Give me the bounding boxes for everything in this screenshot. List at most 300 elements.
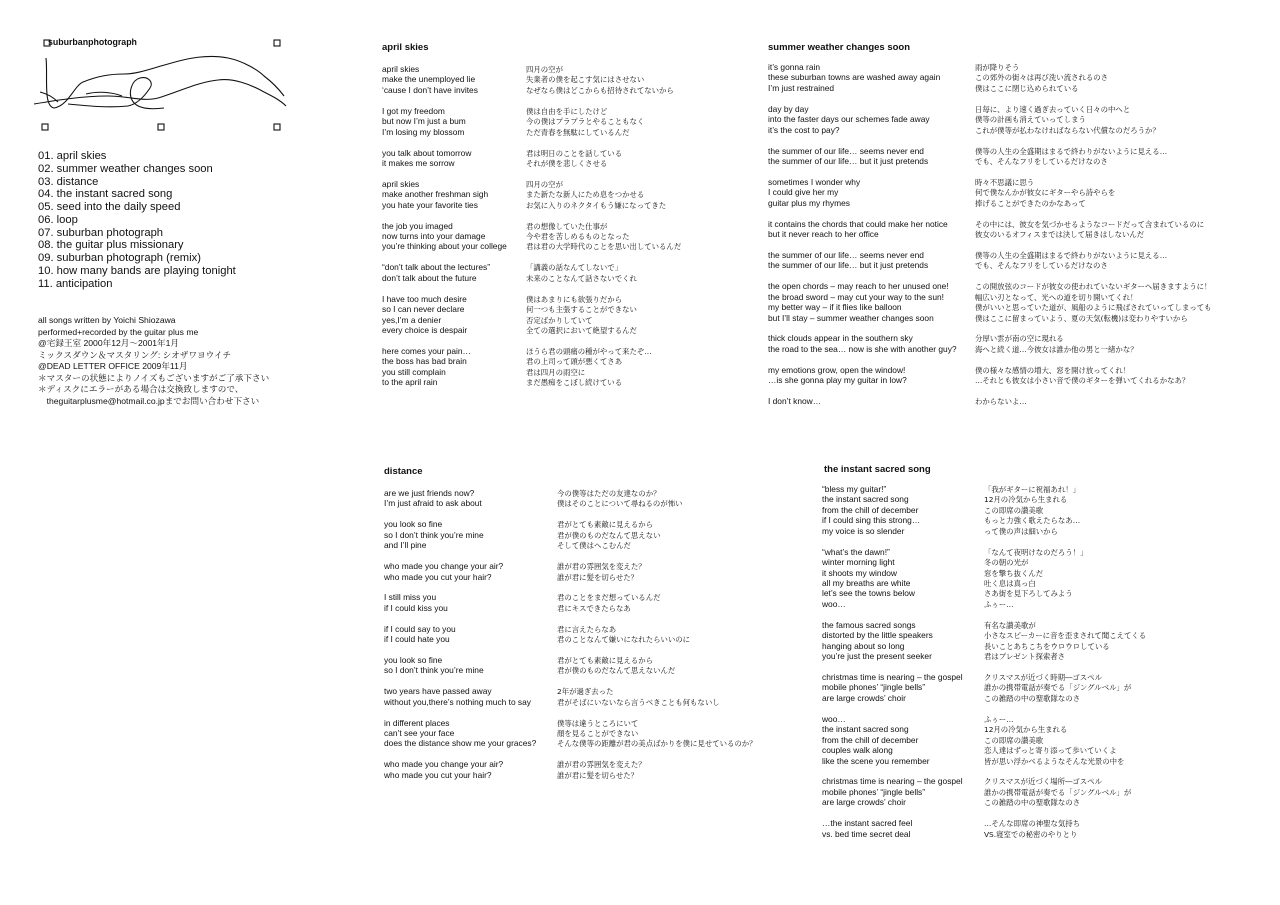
- stanza: [975, 147, 1212, 168]
- track-item: 03. distance: [38, 175, 99, 188]
- lyric-line: if I could say to you: [384, 623, 456, 634]
- lyric-line: 時々不思議に思う: [975, 177, 1035, 187]
- lyric-line: 誰が君の雰囲気を変えた？: [557, 760, 646, 770]
- lyric-line: the instant sacred song: [822, 494, 909, 505]
- lyric-line: “don’t talk about the lectures”: [382, 262, 491, 273]
- lyric-line: the summer of our life… seems never end: [768, 249, 924, 260]
- lyric-line: 12月の冷気から生まれる: [984, 725, 1068, 735]
- lyric-line: 捧げることができたのかなあって: [975, 198, 1086, 208]
- stanza: [975, 334, 1212, 355]
- lyric-line: お気に入りのネクタイもう嫌になってきた: [526, 200, 667, 210]
- lyric-line: この即席の讃美歌: [984, 735, 1044, 745]
- stanza: [557, 687, 757, 708]
- lyric-line: 全ての選択において絶望するんだ: [526, 325, 637, 335]
- lyric-line: it makes me sorrow: [382, 157, 455, 168]
- track-item: 08. the guitar plus missionary: [38, 239, 184, 252]
- stanza: [384, 655, 536, 676]
- track-list: [38, 150, 236, 290]
- credit-line: performed+recorded by the guitar plus me: [38, 326, 199, 337]
- lyric-line: また新たな新人にため息をつかせる: [526, 190, 645, 200]
- lyric-line: it contains the chords that could make her notice: [768, 218, 948, 229]
- lyric-line: can’t see your face: [384, 727, 455, 738]
- lyric-line: like the scene you remember: [822, 755, 930, 766]
- lyric-line: …is she gonna play my guitar in low?: [768, 375, 907, 386]
- lyric-line: ほうら君の頭痛の種がやって来たぞ…: [526, 346, 652, 356]
- lyric-line: 海へと続く道…今彼女は誰か他の男と一緒かな？: [975, 344, 1138, 354]
- stanza: [975, 105, 1212, 136]
- lyric-line: all my breaths are white: [822, 578, 911, 589]
- stanza: [768, 333, 957, 354]
- lyric-line: ふぅー…: [984, 599, 1014, 609]
- crop-mark: [158, 124, 164, 130]
- lyric-line: if I could kiss you: [384, 602, 448, 613]
- stanza: [557, 656, 757, 677]
- stanza: [984, 777, 1146, 808]
- lyric-line: every choice is despair: [382, 324, 468, 335]
- stanza: [557, 719, 757, 750]
- lyric-line: yes,I’m a denier: [382, 314, 442, 325]
- lyric-line: let’s see the towns below: [822, 588, 915, 599]
- lyric-line: so I don’t think you’re mine: [384, 529, 484, 540]
- lyric-line: 冬の朝の光が: [984, 558, 1029, 568]
- stanza: [557, 625, 757, 646]
- stanza: [822, 620, 963, 662]
- stanza: [557, 520, 757, 551]
- stanza: [768, 219, 957, 240]
- stanza: [822, 714, 963, 766]
- sketch-line: [46, 56, 284, 108]
- lyrics-japanese: [975, 63, 1212, 418]
- lyric-line: 皆が思い浮かべるようなそんな光景の中を: [984, 756, 1125, 766]
- lyric-line: it’s the cost to pay?: [768, 124, 840, 135]
- lyric-line: 誰かの携帯電話が奏でる「ジングルベル」が: [984, 787, 1132, 797]
- lyric-line: it shoots my window: [822, 567, 897, 578]
- lyric-line: so I don’t think you’re mine: [384, 665, 484, 676]
- stanza: [975, 366, 1212, 387]
- lyric-line: to the april rain: [382, 377, 438, 388]
- lyric-line: “what’s the dawn!”: [822, 546, 890, 557]
- track-item: 11. anticipation: [38, 277, 113, 290]
- stanza: [384, 488, 536, 509]
- stanza: [526, 149, 681, 170]
- lyric-line: この雑踏の中の聖歌隊なのさ: [984, 693, 1081, 703]
- lyric-line: mobile phones’ “jingle bells”: [822, 682, 926, 693]
- lyric-line: 幅広い刃となって、光への道を切り開いてくれ！: [975, 292, 1138, 302]
- stanza: [822, 818, 963, 839]
- lyric-line: 何で僕なんかが彼女にギターやら詩やらを: [975, 188, 1116, 198]
- lyric-line: 僕はここに閉じ込められている: [975, 83, 1079, 93]
- lyric-line: さあ街を見下ろしてみよう: [984, 589, 1073, 599]
- stanza: [822, 547, 963, 610]
- lyric-line: who made you cut your hair?: [384, 571, 492, 582]
- lyric-line: 今の僕はプラプラとやることもなく: [526, 117, 645, 127]
- lyrics-japanese: [984, 485, 1146, 850]
- lyric-line: now turns into your damage: [382, 231, 486, 241]
- track-item: 06. loop: [38, 213, 78, 226]
- credit-line: theguitarplusme@hotmail.co.jpまでお問い合わせ下さい: [38, 395, 260, 406]
- stanza: [975, 63, 1212, 94]
- stanza: [975, 178, 1212, 209]
- credits: [38, 315, 269, 407]
- lyric-line: the job you imaged: [382, 220, 453, 231]
- stanza: [975, 220, 1212, 241]
- lyric-line: 未来のことなんて話さないでくれ: [526, 273, 637, 283]
- lyric-line: who made you change your air?: [384, 759, 504, 770]
- lyric-line: 君は四月の雨空に: [526, 367, 586, 377]
- lyric-line: if I could sing this strong…: [822, 515, 921, 526]
- lyric-line: who made you cut your hair?: [384, 769, 492, 780]
- stanza: [557, 593, 757, 614]
- stanza: [984, 819, 1146, 840]
- stanza: [384, 686, 536, 707]
- track-item: 07. suburban photograph: [38, 226, 164, 239]
- lyric-line: but I’ll stay – summer weather changes soon: [768, 312, 934, 323]
- lyric-line: 僕等の人生の全盛期はまるで終わりがないように見える…: [975, 250, 1168, 260]
- lyric-line: 僕等の計画も消えていってしまう: [975, 115, 1086, 125]
- stanza: [768, 177, 957, 208]
- lyric-line: you still complain: [382, 366, 446, 377]
- lyric-line: 君がとても素敵に見えるから: [557, 520, 654, 530]
- lyric-line: sometimes I wonder why: [768, 176, 861, 187]
- lyric-line: その中には、彼女を気づかせるようなコードだって含まれているのに: [975, 219, 1205, 229]
- lyric-line: 「講義の話なんてしないで」: [526, 263, 623, 273]
- lyric-line: april skies: [382, 178, 420, 189]
- song-title-summer-weather: summer weather changes soon: [768, 42, 911, 53]
- lyric-line: 「我がギターに祝福あれ！」: [984, 485, 1081, 494]
- lyric-line: here comes your pain…: [382, 345, 471, 356]
- lyric-line: you look so fine: [384, 654, 443, 665]
- lyric-line: 僕がいいと思っていた道が、風船のように飛ばされていってしまっても: [975, 303, 1212, 313]
- stanza: [384, 519, 536, 550]
- stanza: [984, 673, 1146, 704]
- lyric-line: if I could hate you: [384, 634, 450, 645]
- stanza: [984, 485, 1146, 537]
- lyric-line: 何一つも主張することができない: [526, 305, 637, 315]
- lyric-line: 君が僕のものだなんて思えない: [557, 530, 661, 540]
- lyric-line: 誰が君の雰囲気を変えた？: [557, 562, 646, 572]
- lyric-line: 君は明日のことを話している: [526, 148, 623, 158]
- lyric-line: thick clouds appear in the southern sky: [768, 333, 913, 344]
- song-title-april-skies: april skies: [382, 42, 429, 53]
- credit-line: ＊ディスクにエラーがある場合は交換致しますので、: [38, 384, 244, 394]
- lyric-line: from the chill of december: [822, 734, 919, 745]
- lyric-line: in different places: [384, 717, 450, 728]
- lyric-line: my voice is so slender: [822, 525, 905, 536]
- lyrics-japanese: [557, 489, 757, 792]
- lyric-line: but now I’m just a bum: [382, 116, 466, 127]
- credit-line: ミックスダウン＆マスタリング: シオザワヨウイチ: [38, 349, 232, 360]
- lyric-line: from the chill of december: [822, 504, 919, 515]
- lyric-line: these suburban towns are washed away again: [768, 72, 941, 83]
- lyric-line: who made you change your air?: [384, 561, 504, 572]
- lyric-line: 今や君を苦しめるものとなった: [526, 232, 630, 241]
- lyric-line: 「なんて夜明けなのだろう！」: [984, 547, 1088, 557]
- stanza: [975, 397, 1212, 407]
- stanza: [526, 295, 681, 337]
- lyric-line: the famous sacred songs: [822, 619, 916, 630]
- lyric-line: I’m just restrained: [768, 82, 835, 93]
- track-item: 04. the instant sacred song: [38, 188, 173, 201]
- lyric-line: わからないよ…: [975, 396, 1027, 406]
- stanza: [768, 146, 957, 167]
- lyric-line: are large crowds’ choir: [822, 692, 906, 703]
- lyric-line: I don’t know…: [768, 395, 822, 406]
- stanza: [768, 62, 957, 93]
- track-item: 02. summer weather changes soon: [38, 162, 213, 175]
- lyric-line: って僕の声は細いから: [984, 526, 1058, 536]
- credit-line: @DEAD LETTER OFFICE 2009年11月: [38, 361, 188, 371]
- stanza: [382, 64, 507, 95]
- lyric-line: 君にキスできたらなあ: [557, 603, 631, 613]
- lyric-line: 有名な讃美歌が: [984, 620, 1036, 630]
- stanza: [382, 179, 507, 210]
- crop-mark: [274, 124, 280, 130]
- album-title: suburbanphotograph: [48, 37, 137, 47]
- stanza: [768, 104, 957, 135]
- stanza: [384, 759, 536, 780]
- stanza: [526, 347, 681, 389]
- track-item: 10. how many bands are playing tonight: [38, 264, 236, 277]
- lyric-line: the open chords – may reach to her unused one!: [768, 281, 949, 292]
- lyric-line: the broad sword – may cut your way to the sun!: [768, 291, 944, 302]
- lyric-line: distorted by the little speakers: [822, 630, 933, 641]
- credit-line: all songs written by Yoichi Shiozawa: [38, 315, 176, 325]
- lyric-line: you look so fine: [384, 519, 443, 530]
- stanza: [822, 672, 963, 703]
- lyric-line: この郊外の街々は再び洗い流されるのさ: [975, 73, 1109, 83]
- lyric-line: I have too much desire: [382, 293, 467, 304]
- lyric-line: the summer of our life… but it just pretends: [768, 260, 929, 271]
- stanza: [382, 294, 507, 336]
- lyric-line: それが僕を悲しくさせる: [526, 158, 608, 168]
- stanza: [382, 148, 507, 169]
- lyric-line: 吐く息は真っ白: [984, 579, 1036, 589]
- lyric-line: 四月の空が: [526, 179, 563, 189]
- stanza: [557, 760, 757, 781]
- lyric-line: mobile phones’ “jingle bells”: [822, 786, 926, 797]
- lyric-line: …それとも彼女は小さい音で僕のギターを弾いてくれるかなあ？: [975, 376, 1190, 386]
- stanza: [975, 282, 1212, 324]
- lyric-line: into the faster days our schemes fade away: [768, 114, 930, 125]
- lyric-line: でも、そんなフリをしているだけなのさ: [975, 156, 1108, 166]
- lyric-line: 僕の様々な感情の増大、窓を開け放ってくれ！: [975, 365, 1131, 375]
- lyric-line: I got my freedom: [382, 105, 445, 116]
- lyric-line: ふぅー…: [984, 714, 1014, 724]
- stanza: [526, 263, 681, 284]
- lyric-line: 僕等の人生の全盛期はまるで終わりがないように見える…: [975, 146, 1168, 156]
- lyric-line: 僕はここに留まっていよう、夏の天気(転機)は変わりやすいから: [975, 313, 1188, 323]
- lyric-line: I’m just afraid to ask about: [384, 498, 482, 509]
- lyric-line: 君の想像していた仕事が: [526, 221, 608, 231]
- lyric-line: 君は君の大学時代のことを思い出しているんだ: [526, 242, 682, 252]
- stanza: [984, 715, 1146, 767]
- stanza: [975, 251, 1212, 272]
- lyric-line: 長いことあちこちをウロウロしている: [984, 641, 1110, 651]
- lyric-line: 君に言えたらなあ: [557, 624, 617, 634]
- crop-mark: [42, 124, 48, 130]
- stanza: [526, 65, 681, 96]
- lyric-line: 君が僕のものだなんて思えないんだ: [557, 666, 676, 676]
- lyric-line: you talk about tomorrow: [382, 147, 472, 158]
- stanza: [382, 221, 507, 252]
- track-item: 05. seed into the daily speed: [38, 201, 181, 213]
- lyrics-english: [822, 484, 963, 849]
- lyric-line: でも、そんなフリをしているだけなのさ: [975, 261, 1108, 271]
- lyric-line: 12月の冷気から生まれる: [984, 495, 1068, 505]
- lyrics-english: [382, 64, 507, 398]
- lyric-line: the summer of our life… but it just pretends: [768, 155, 929, 166]
- lyric-line: day by day: [768, 103, 809, 114]
- track-item: 09. suburban photograph (remix): [38, 252, 201, 264]
- lyric-line: …the instant sacred feel: [822, 818, 913, 829]
- lyric-line: これが僕等が払わなければならない代償なのだろうか？: [975, 125, 1160, 135]
- lyric-line: the road to the sea… now is she with another guy?: [768, 343, 957, 354]
- lyric-line: my better way – if it flies like balloon: [768, 302, 902, 313]
- lyric-line: 分厚い雲が南の空に現れる: [975, 334, 1064, 344]
- lyric-line: make another freshman sigh: [382, 189, 489, 200]
- lyric-line: the instant sacred song: [822, 724, 909, 735]
- lyric-line: and I’ll pine: [384, 540, 427, 551]
- stanza: [984, 548, 1146, 611]
- track-item: 01. april skies: [38, 150, 107, 162]
- lyric-line: are we just friends now?: [384, 488, 475, 498]
- lyric-line: hanging about so long: [822, 640, 905, 651]
- lyric-line: 僕等は違うところにいて: [557, 718, 639, 728]
- stanza: [984, 621, 1146, 663]
- sketch-line: [34, 80, 286, 106]
- lyric-line: are large crowds’ choir: [822, 797, 906, 808]
- lyric-line: I still miss you: [384, 592, 437, 603]
- lyric-line: so I can never declare: [382, 304, 465, 315]
- lyric-line: 否定ばかりしていて: [526, 315, 593, 325]
- lyric-line: 失業者の僕を起こす気にはさせない: [526, 75, 645, 85]
- lyric-line: VS.寝室での秘密のやりとり: [984, 829, 1078, 839]
- stanza: [557, 489, 757, 510]
- lyric-line: 僕はあまりにも欲張りだから: [526, 294, 623, 304]
- lyric-line: そんな僕等の距離が君の美点ばかりを僕に見せているのか？: [557, 739, 757, 749]
- lyric-line: 彼女のいるオフィスまでは決して届きはしないんだ: [975, 230, 1145, 239]
- stanza: [822, 484, 963, 536]
- lyric-line: 僕は自由を手にしたけど: [526, 106, 608, 116]
- stanza: [526, 107, 681, 138]
- stanza: [384, 718, 536, 749]
- lyric-line: the boss has bad brain: [382, 356, 467, 367]
- stanza: [384, 624, 536, 645]
- stanza: [768, 396, 957, 406]
- stanza: [557, 562, 757, 583]
- lyric-line: 窓を撃ち抜くんだ: [984, 568, 1044, 578]
- lyric-line: 君がとても素敵に見えるから: [557, 655, 654, 665]
- lyric-line: I’m losing my blossom: [382, 126, 465, 137]
- lyric-line: winter morning light: [822, 557, 895, 568]
- lyric-line: 雨が降りそう: [975, 63, 1020, 72]
- lyric-line: I could give her my: [768, 187, 839, 198]
- lyric-line: 日毎に、より速く過ぎ去っていく日々の中へと: [975, 104, 1131, 114]
- stanza: [384, 592, 536, 613]
- lyric-line: woo…: [822, 713, 846, 724]
- lyric-line: christmas time is nearing – the gospel: [822, 776, 963, 787]
- cover-art: [28, 36, 290, 136]
- lyric-line: woo…: [822, 598, 846, 609]
- lyric-line: april skies: [382, 64, 420, 74]
- crop-mark: [274, 40, 280, 46]
- lyric-line: two years have passed away: [384, 686, 492, 697]
- lyric-line: my emotions grow, open the window!: [768, 364, 906, 375]
- lyric-line: 2年が過ぎ去った: [557, 687, 614, 697]
- stanza: [768, 250, 957, 271]
- lyric-line: クリスマスが近づく時期―ゴスペル: [984, 672, 1102, 682]
- lyric-line: この即席の讃美歌: [984, 505, 1044, 515]
- lyric-line: この雑踏の中の聖歌隊なのさ: [984, 798, 1081, 808]
- lyric-line: without you,there’s nothing much to say: [384, 696, 531, 707]
- lyric-line: vs. bed time secret deal: [822, 828, 911, 839]
- lyric-line: but it never reach to her office: [768, 229, 879, 239]
- lyric-line: you hate your favorite ties: [382, 199, 478, 210]
- lyric-line: guitar plus my rhymes: [768, 197, 850, 208]
- stanza: [526, 222, 681, 253]
- lyric-line: 誰かの携帯電話が奏でる「ジングルベル」が: [984, 683, 1132, 693]
- lyric-line: 君はプレゼント探索者さ: [984, 652, 1066, 662]
- stanza: [768, 281, 957, 323]
- lyric-line: 誰が君に髪を切らせた？: [557, 572, 639, 582]
- lyric-line: ‘cause I don’t have invites: [382, 84, 478, 95]
- lyric-line: you’re thinking about your college: [382, 241, 507, 252]
- stanza: [526, 180, 681, 211]
- lyric-line: 恋人達はずっと寄り添って歩いていくよ: [984, 746, 1117, 756]
- lyric-line: christmas time is nearing – the gospel: [822, 671, 963, 682]
- lyrics-english: [768, 62, 957, 417]
- lyric-line: ただ青春を無駄にしているんだ: [526, 127, 630, 137]
- lyric-line: 君のことをまだ想っているんだ: [557, 593, 661, 603]
- lyric-line: なぜなら僕はどこからも招待されてないから: [526, 85, 674, 95]
- lyric-line: make the unemployed lie: [382, 74, 476, 85]
- lyrics-english: [384, 488, 536, 791]
- lyric-line: この開放弦のコードが彼女の使われていないギターへ届きますように！: [975, 282, 1212, 292]
- stanza: [384, 561, 536, 582]
- lyric-line: 顔を見ることができない: [557, 728, 639, 738]
- lyric-line: 君のことなんて嫌いになれたらいいのに: [557, 635, 691, 645]
- lyric-line: “bless my guitar!”: [822, 484, 887, 494]
- song-title-instant-sacred: the instant sacred song: [824, 464, 931, 475]
- lyric-line: does the distance show me your graces?: [384, 738, 537, 749]
- credit-line: ＊マスターの状態によりノイズもございますがご了承下さい: [38, 372, 270, 383]
- stanza: [382, 106, 507, 137]
- lyric-line: you’re just the present seeker: [822, 651, 932, 662]
- lyric-line: the summer of our life… seems never end: [768, 145, 924, 156]
- lyric-line: クリスマスが近づく場所―ゴスペル: [984, 777, 1102, 787]
- stanza: [768, 365, 957, 386]
- stanza: [382, 346, 507, 388]
- stanza: [822, 776, 963, 807]
- lyric-line: don’t talk about the future: [382, 272, 477, 283]
- stanza: [382, 262, 507, 283]
- lyrics-japanese: [526, 65, 681, 399]
- lyric-line: 四月の空が: [526, 65, 563, 74]
- lyric-line: 君がそばにいないなら言うべきことも何もないし: [557, 697, 720, 707]
- credit-line: @宅録王室 2000年12月～2001年1月: [38, 338, 180, 348]
- lyric-line: …そんな即席の神聖な気持ち: [984, 819, 1081, 829]
- lyric-line: it’s gonna rain: [768, 62, 820, 72]
- lyric-line: couples walk along: [822, 745, 893, 756]
- lyric-line: まだ愚痴をこぼし続けている: [526, 378, 623, 388]
- lyric-line: 君の上司って頭が悪くてさあ: [526, 357, 623, 367]
- lyric-line: 今の僕等はただの友達なのか？: [557, 489, 661, 498]
- lyric-line: 誰が君に髪を切らせた？: [557, 770, 639, 780]
- lyric-line: 小さなスピーカーに音を歪まされて聞こえてくる: [984, 631, 1147, 641]
- lyric-line: そして僕はへこむんだ: [557, 541, 631, 551]
- lyric-line: 僕はそのことについて尋ねるのが怖い: [557, 499, 683, 509]
- lyric-line: もっと力強く歌えたらなあ…: [984, 516, 1081, 526]
